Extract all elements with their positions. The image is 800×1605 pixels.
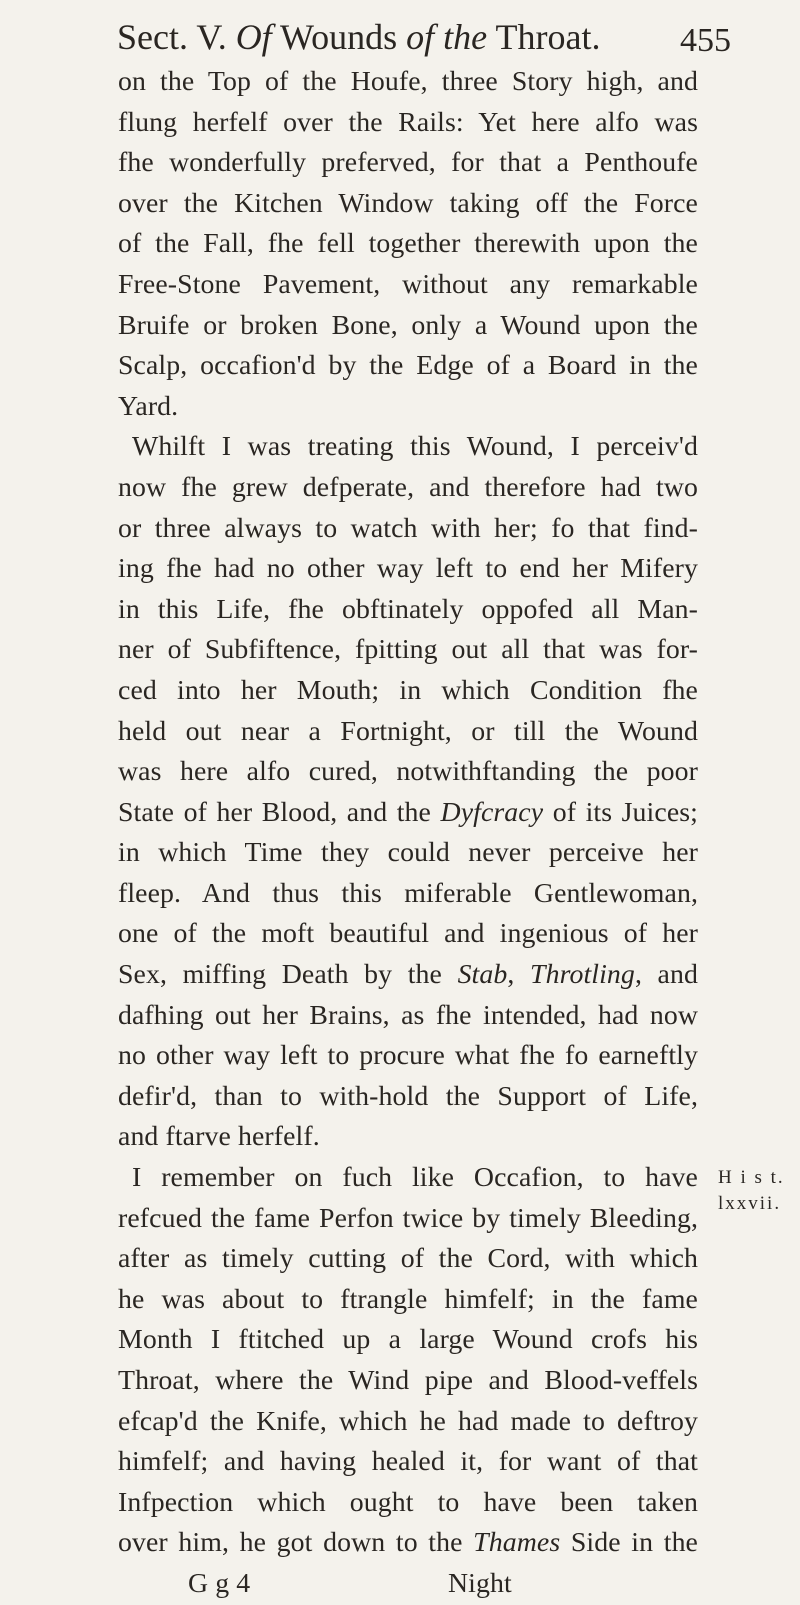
- text-line: Free-Stone Pavement, without any remarkable: [118, 268, 698, 300]
- text-line: Whilft I was treating this Wound, I perceiv'd: [132, 431, 698, 463]
- text-line: defir'd, than to with-hold the Support of Life,: [118, 1080, 698, 1112]
- italic-run: Throtling: [530, 959, 635, 991]
- header-of-the: of the: [406, 17, 488, 57]
- text-line: over the Kitchen Window taking off the Force: [118, 187, 698, 219]
- italic-run: Dyfcracy: [440, 796, 544, 828]
- text-line: himfelf; and having healed it, for want of that: [118, 1446, 698, 1478]
- text-line: or three always to watch with her; fo that find-: [118, 512, 698, 544]
- text-run: Side in the: [560, 1527, 698, 1559]
- text-line: on the Top of the Houfe, three Story high, and: [118, 66, 698, 97]
- text-line: of the Fall, fhe fell together therewith upon the: [118, 228, 698, 260]
- margin-note-label: H i s t.: [718, 1167, 785, 1188]
- text-line: Month I ftitched up a large Wound crofs his: [118, 1324, 698, 1356]
- text-line: Infpection which ought to have been taken: [118, 1486, 698, 1518]
- text-run: over him, he got down to the: [118, 1527, 474, 1559]
- text-line: [118, 1523, 698, 1564]
- text-line: efcap'd the Knife, which he had made to deftroy: [118, 1405, 698, 1437]
- text-line: ced into her Mouth; in which Condition fhe: [118, 674, 698, 706]
- italic-run: Stab: [457, 959, 508, 991]
- signature-line: [118, 1564, 698, 1605]
- italic-run: Thames: [473, 1527, 561, 1559]
- text-line: ing fhe had no other way left to end her Mifery: [118, 553, 698, 585]
- running-header: [117, 12, 731, 62]
- margin-note-number: lxxvii.: [718, 1193, 782, 1214]
- header-wounds: Wounds: [280, 17, 398, 57]
- text-line: refcued the fame Perfon twice by timely Bleeding,: [118, 1202, 698, 1234]
- text-run: Sex, miffing Death by the: [118, 959, 458, 991]
- margin-note: [718, 1165, 798, 1217]
- text-run: , and: [634, 959, 698, 991]
- text-line: now fhe grew defperate, and therefore had two: [118, 471, 698, 503]
- text-run: ,: [507, 959, 531, 991]
- text-line: was here alfo cured, notwithftanding the poor: [118, 756, 698, 788]
- text-line: [118, 955, 698, 996]
- page-number: 455: [680, 22, 731, 59]
- text-line: Scalp, occafion'd by the Edge of a Board in the: [118, 350, 698, 382]
- text-line: after as timely cutting of the Cord, with which: [118, 1243, 698, 1275]
- text-line: and ftarve herfelf.: [118, 1121, 320, 1153]
- text-line: one of the moft beautiful and ingenious of her: [118, 918, 698, 950]
- header-section: Sect. V.: [117, 17, 227, 57]
- text-run: of its Juices;: [543, 796, 698, 828]
- text-line: fleep. And thus this miferable Gentlewoman,: [118, 877, 698, 909]
- text-line: fhe wonderfully preferved, for that a Penthoufe: [118, 147, 698, 179]
- text-line: dafhing out her Brains, as fhe intended, had now: [118, 999, 698, 1031]
- text-run: State of her Blood, and the: [118, 796, 441, 828]
- text-line: no other way left to procure what fhe fo earneftly: [118, 1040, 698, 1072]
- signature-mark: G g 4: [188, 1567, 251, 1599]
- catchword: Night: [448, 1567, 512, 1599]
- header-of: Of: [235, 17, 272, 57]
- header-throat: Throat.: [495, 17, 601, 57]
- running-title: [117, 12, 600, 62]
- text-line: flung herfelf over the Rails: Yet here alfo was: [118, 106, 698, 138]
- body-text: [118, 62, 698, 1605]
- text-line: Yard.: [118, 390, 179, 422]
- text-line: in this Life, fhe obftinately oppofed all Man-: [118, 593, 698, 625]
- text-line: Bruife or broken Bone, only a Wound upon the: [118, 309, 698, 341]
- text-line: ner of Subfiftence, fpitting out all that was for-: [118, 634, 698, 666]
- text-line: I remember on fuch like Occafion, to have: [132, 1162, 698, 1194]
- text-line: [118, 793, 698, 834]
- text-line: in which Time they could never perceive her: [118, 837, 698, 869]
- text-line: he was about to ftrangle himfelf; in the fame: [118, 1283, 698, 1315]
- text-line: held out near a Fortnight, or till the Wound: [118, 715, 698, 747]
- text-line: Throat, where the Wind pipe and Blood-veffels: [118, 1365, 698, 1396]
